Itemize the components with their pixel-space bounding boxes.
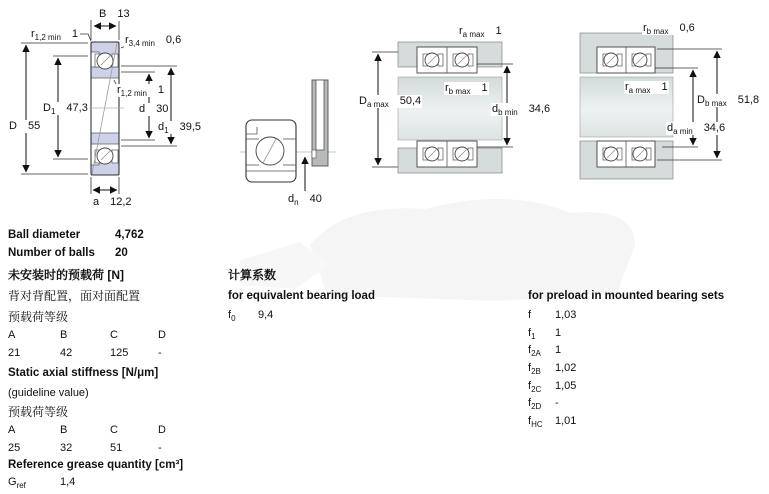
dim-Da-max: $D_{a max}$ 50,4 (359, 95, 422, 110)
f0-symbol: $f_0$ (228, 309, 236, 324)
dim-bore-d: d 30 (139, 103, 169, 115)
grease-row (8, 476, 75, 489)
mounting-dimension-drawing (240, 80, 336, 191)
stiffness-grade-text: 预载荷等级 (8, 405, 69, 419)
dim-r12-mid: $r_{1,2 min}$ 1 (117, 84, 165, 99)
f0-row (228, 309, 273, 322)
dim-rb-housing: $r_{b max}$ 1 (445, 82, 488, 97)
dim-da-min: $d_{a min}$ 34,6 (667, 122, 726, 137)
number-of-balls-label: Number of balls (8, 247, 95, 259)
dim-a: a 12,2 (93, 196, 132, 208)
stiffness-class-header-row: A B C D (8, 424, 166, 436)
factor-row-f2C: $f_{2C}$ 1,05 (528, 380, 577, 395)
grease-symbol: $G_{ref}$ (8, 476, 26, 491)
factor-row-f2D: $f_{2D}$ - (528, 397, 559, 412)
watermark-blob (240, 199, 635, 301)
preload-values-row: 21 42 125 - (8, 347, 162, 359)
f0-value: 9,4 (258, 309, 274, 321)
factor-row-f2A: $f_{2A}$ 1 (528, 344, 562, 359)
preload-heading: 未安装时的预载荷 [N] (8, 268, 124, 282)
number-of-balls-value: 20 (115, 247, 128, 259)
ball-diameter-value: 4,762 (115, 229, 144, 241)
dim-outside-D: D 55 (9, 120, 41, 132)
grease-heading: Reference grease quantity [cm³] (8, 459, 184, 471)
ball-diameter-label: Ball diameter (8, 229, 81, 241)
factor-row-f: f 1,03 (528, 309, 577, 321)
grease-value: 1,4 (60, 476, 76, 488)
dim-width-B: B 13 (99, 8, 130, 20)
dim-db-min: $d_{b min}$ 34,6 (492, 103, 551, 118)
factor-row-f2B: $f_{2B}$ 1,02 (528, 362, 577, 377)
preload-class-header-row: A B C D (8, 329, 166, 341)
equivalent-load-heading: for equivalent bearing load (228, 290, 375, 302)
dim-Db-max: $D_{b max}$ 51,8 (697, 94, 760, 109)
stiffness-note: (guideline value) (8, 387, 89, 399)
dim-d1: $d_1$ 39,5 (158, 121, 201, 136)
dim-r12-top: $r_{1,2 min}$ 1 (31, 28, 79, 43)
dim-dn: $d_n$ 40 (288, 193, 322, 208)
dim-D1: $D_1$ 47,3 (43, 102, 88, 117)
number-of-balls-row (8, 247, 128, 261)
preload-grade-text: 预载荷等级 (8, 310, 69, 324)
dim-r34: $r_{3,4 min}$ 0,6 (125, 34, 182, 49)
dim-rb-shaft: $r_{b max}$ 0,6 (643, 22, 695, 37)
dim-ra-housing: $r_{a max}$ 1 (459, 25, 502, 40)
factor-row-f1: $f_1$ 1 (528, 327, 562, 342)
dim-ra-shaft: $r_{a max}$ 1 (625, 81, 668, 96)
preload-sets-heading: for preload in mounted bearing sets (528, 290, 725, 302)
stiffness-heading: Static axial stiffness [N/μm] (8, 367, 159, 379)
ball-diameter-row (8, 229, 144, 243)
preload-config-text: 背对背配置，面对面配置 (8, 289, 141, 303)
factor-row-fHC: $f_{HC}$ 1,01 (528, 415, 577, 430)
stiffness-values-row: 25 32 51 - (8, 442, 162, 454)
calc-factors-heading: 计算系数 (228, 268, 277, 282)
